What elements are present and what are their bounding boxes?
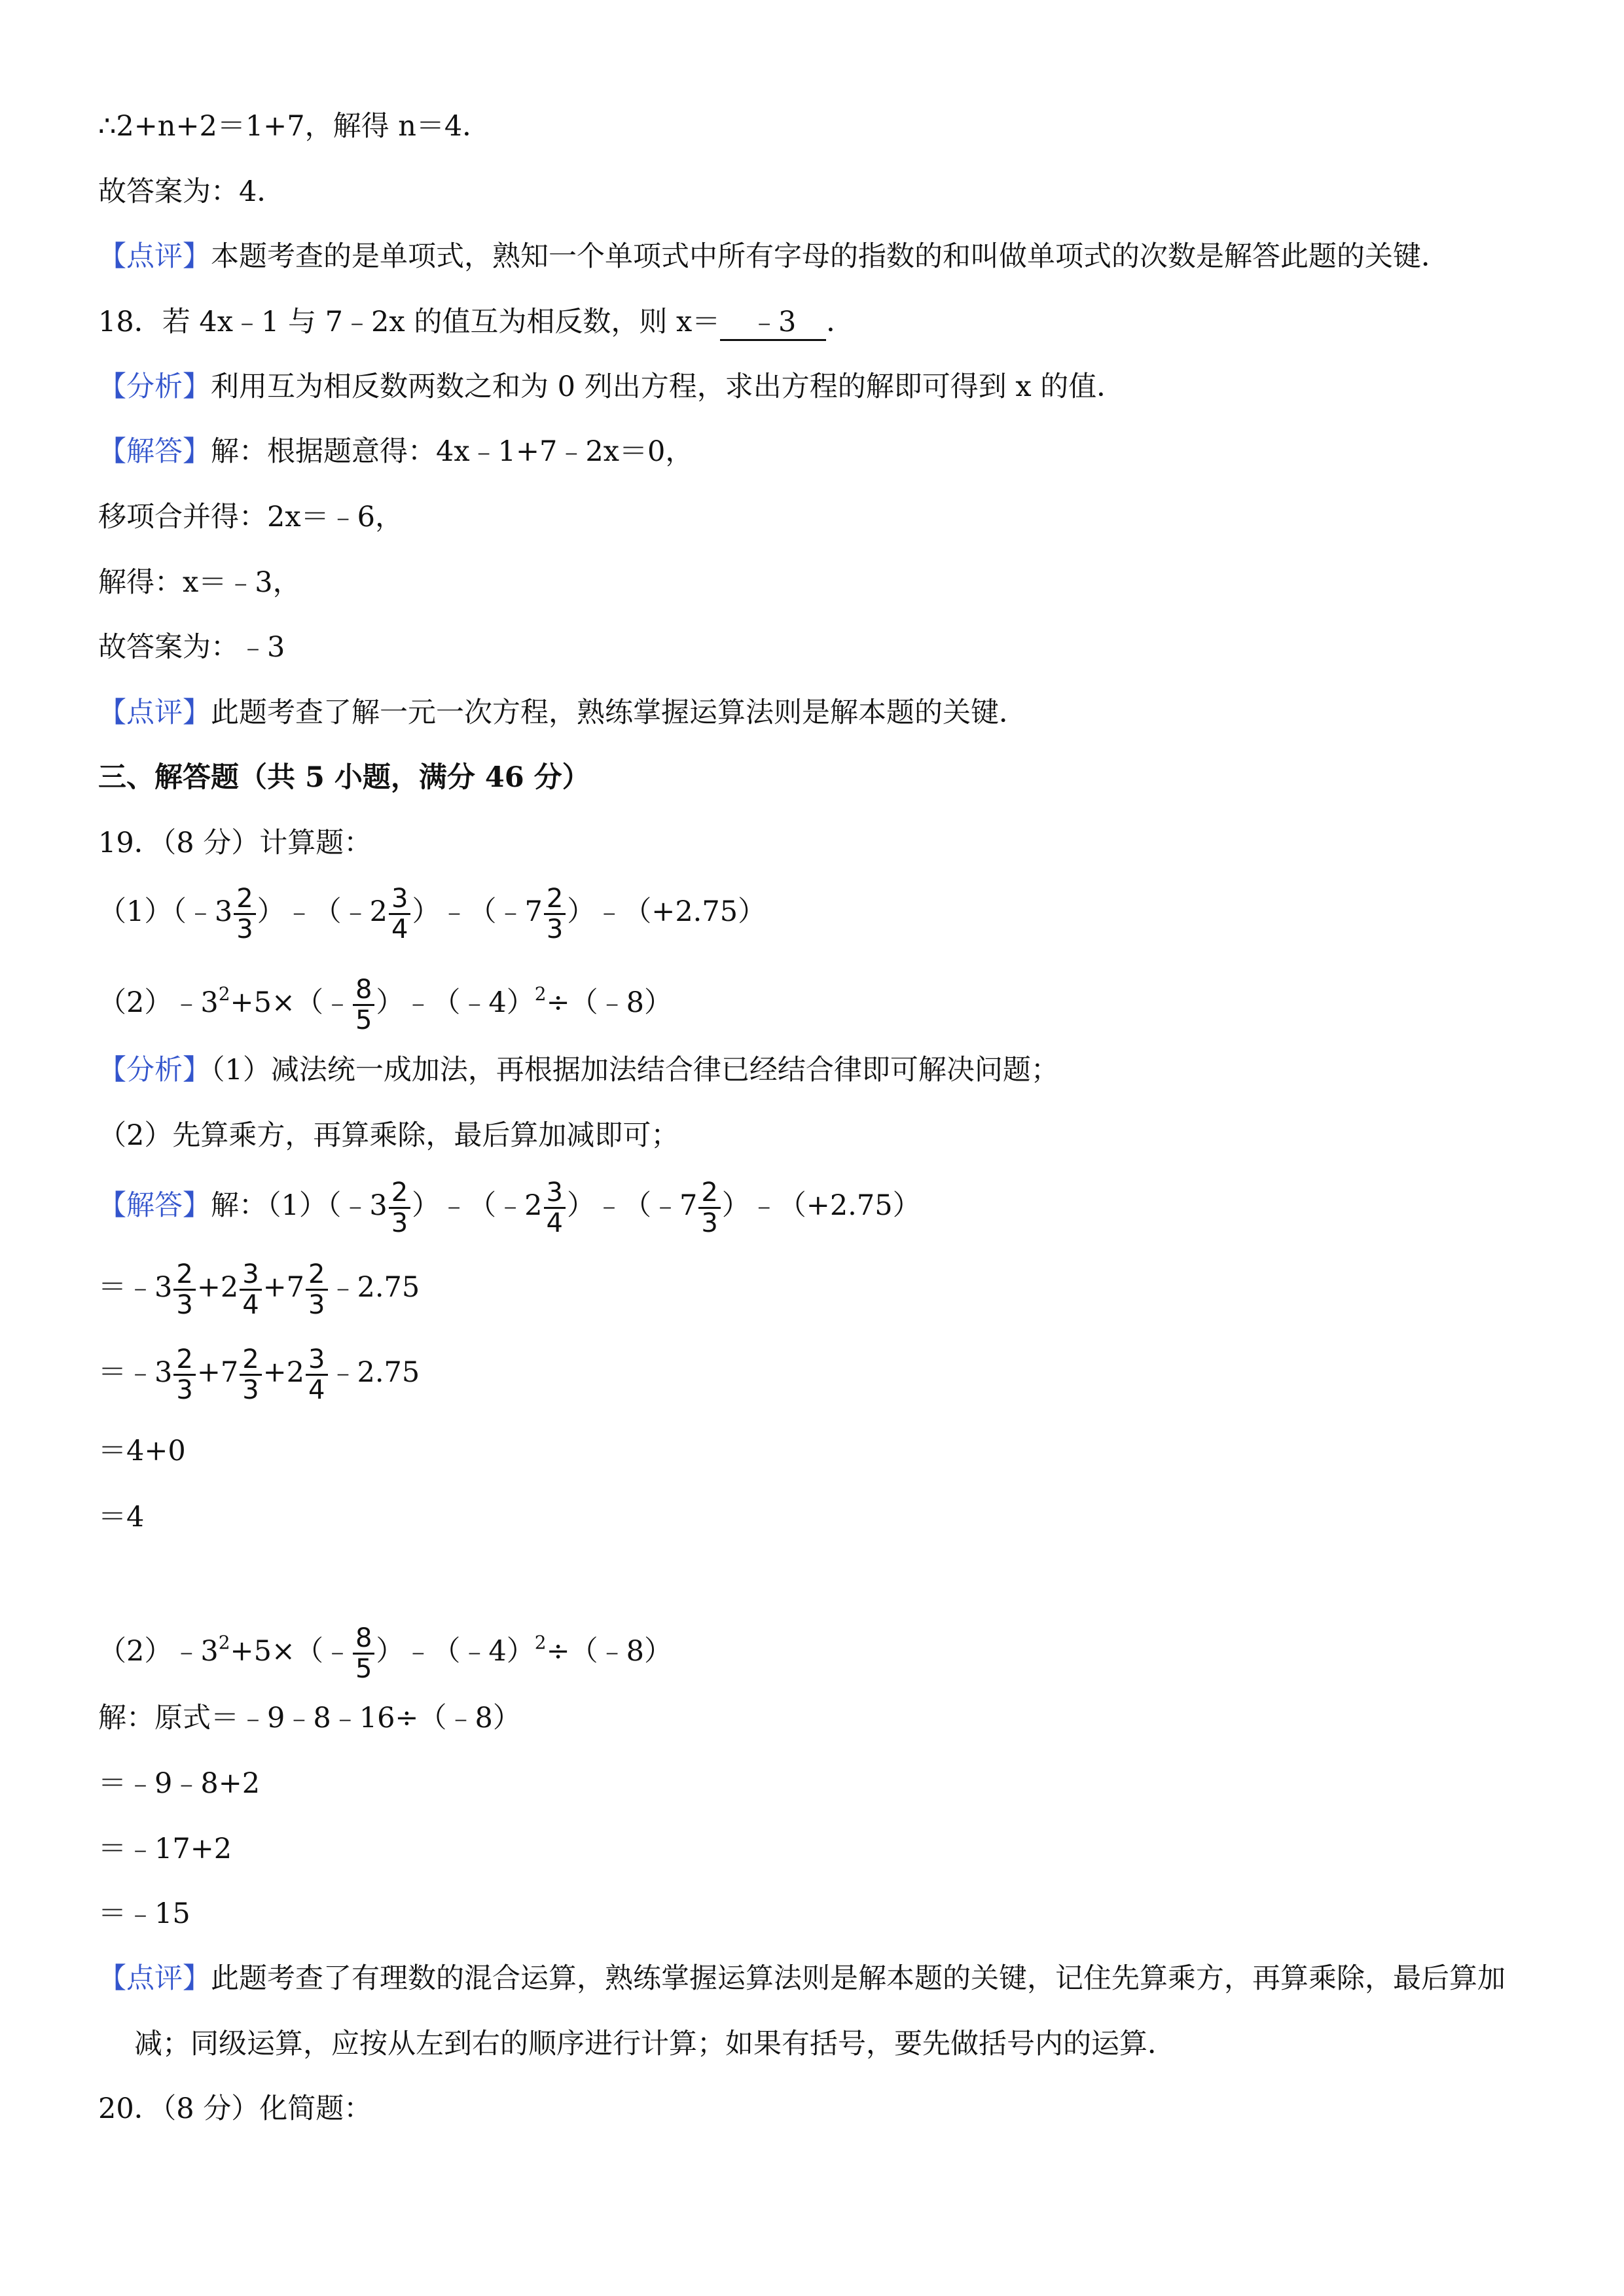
fraction <box>698 1179 720 1236</box>
fraction-numerator: 3 <box>389 886 410 915</box>
fraction-numerator: 3 <box>306 1346 327 1376</box>
line-text: ＝4 <box>98 1501 145 1534</box>
fraction <box>240 1346 261 1403</box>
fraction-numerator: 3 <box>240 1261 261 1291</box>
review-text: 此题考查了有理数的混合运算，熟练掌握运算法则是解本题的关键，记住先算乘方，再算乘除，最后算加 <box>211 1962 1506 1995</box>
fraction-numerator: 2 <box>698 1179 720 1209</box>
text-line <box>98 560 301 605</box>
expr-text: ）﹣（﹣4） <box>376 1635 535 1668</box>
fraction-numerator: 3 <box>544 1179 566 1209</box>
expr-text: ）﹣（﹣2 <box>257 895 388 928</box>
text-line <box>98 1113 679 1158</box>
solution-line <box>98 429 693 475</box>
fraction-denominator: 4 <box>242 1289 259 1320</box>
question-text: 20．（8 分）化简题： <box>98 2092 372 2125</box>
step-line <box>98 1428 186 1474</box>
analysis-text: 利用互为相反数两数之和为 0 列出方程，求出方程的解即可得到 x 的值． <box>211 370 1125 403</box>
review-line <box>98 1956 1506 2001</box>
fraction <box>173 1346 195 1403</box>
expr-text: +7 <box>196 1356 239 1389</box>
fraction-denominator: 3 <box>176 1374 193 1405</box>
step-line <box>98 1761 260 1806</box>
review-line-continued <box>134 2021 1176 2067</box>
analysis-tag: 【分析】 <box>98 370 211 403</box>
fraction-numerator: 2 <box>173 1346 195 1376</box>
solution-tag: 【解答】 <box>98 1189 211 1222</box>
fraction <box>544 883 566 944</box>
fraction <box>389 1179 410 1236</box>
answer-blank: ﹣3 <box>720 305 826 341</box>
text-line <box>98 169 285 215</box>
expr-text: ）﹣（+2.75） <box>567 895 767 928</box>
question-19 <box>98 820 372 866</box>
question-text: 19．（8 分）计算题： <box>98 827 372 859</box>
fraction-denominator: 3 <box>236 914 253 944</box>
line-text: ∴2+n+2＝1+7，解得 n＝4． <box>98 110 491 143</box>
step-line <box>98 1343 420 1405</box>
line-text: ＝﹣15 <box>98 1897 190 1930</box>
review-tag: 【点评】 <box>98 1962 211 1995</box>
question-20 <box>98 2086 372 2132</box>
step-line <box>98 1258 420 1320</box>
expr-text: +2 <box>196 1271 239 1304</box>
section-heading <box>98 755 590 800</box>
fraction-numerator: 2 <box>306 1261 327 1291</box>
fraction-denominator: 3 <box>391 1208 408 1238</box>
analysis-tag: 【分析】 <box>98 1054 211 1086</box>
expr-text: （2）﹣3 <box>98 986 219 1019</box>
line-text: 故答案为：﹣3 <box>98 631 285 664</box>
text-line <box>98 624 285 670</box>
expr-text: ﹣2.75 <box>329 1271 420 1304</box>
review-tag: 【点评】 <box>98 696 211 729</box>
analysis-line <box>98 364 1125 410</box>
expr-text: ）﹣（﹣2 <box>412 1189 543 1222</box>
fraction <box>240 1261 261 1318</box>
expr-text: ﹣2.75 <box>329 1356 420 1389</box>
fraction <box>306 1261 327 1318</box>
review-line <box>98 690 1027 736</box>
fraction-denominator: 3 <box>546 914 564 944</box>
exponent: 2 <box>534 1632 547 1653</box>
expr-text: +7 <box>262 1271 305 1304</box>
expr-text: ）﹣（﹣4） <box>376 986 535 1019</box>
fraction <box>353 974 374 1035</box>
analysis-line <box>98 1047 1059 1093</box>
fraction-denominator: 4 <box>391 914 408 944</box>
exponent: 2 <box>218 983 230 1005</box>
line-text: 故答案为：4． <box>98 175 285 208</box>
fraction <box>353 1625 374 1682</box>
expression-line <box>98 882 767 944</box>
section-title: 三、解答题（共 5 小题，满分 46 分） <box>98 761 590 794</box>
line-text: 解：原式＝﹣9﹣8﹣16÷（﹣8） <box>98 1702 521 1734</box>
question-end: ． <box>826 306 855 338</box>
exponent: 2 <box>534 983 547 1005</box>
fraction-denominator: 3 <box>176 1289 193 1320</box>
line-text: 解得：x＝﹣3， <box>98 566 301 599</box>
fraction-denominator: 3 <box>242 1374 259 1405</box>
fraction-numerator: 2 <box>389 1179 410 1209</box>
solution-line <box>98 1176 921 1238</box>
exponent: 2 <box>218 1632 230 1653</box>
step-line <box>98 1695 521 1741</box>
solution-tag: 【解答】 <box>98 435 211 468</box>
fraction-numerator: 2 <box>240 1346 261 1376</box>
review-text: 减；同级运算，应按从左到右的顺序进行计算；如果有括号，要先做括号内的运算． <box>134 2028 1176 2060</box>
fraction-denominator: 4 <box>546 1208 563 1238</box>
fraction-denominator: 3 <box>308 1289 325 1320</box>
fraction <box>173 1261 195 1318</box>
expr-text: 解：（1）（﹣3 <box>211 1189 388 1222</box>
analysis-text: （1）减法统一成加法，再根据加法结合律已经结合律即可解决问题； <box>211 1054 1059 1086</box>
expr-text: ÷（﹣8） <box>546 1635 672 1668</box>
line-text: （2）先算乘方，再算乘除，最后算加减即可； <box>98 1119 679 1152</box>
line-text: ＝﹣9﹣8+2 <box>98 1767 261 1800</box>
fraction-numerator: 2 <box>234 886 255 915</box>
text-line <box>98 103 490 149</box>
step-line <box>98 1494 144 1540</box>
question-18 <box>98 299 854 345</box>
expr-text: +5×（﹣ <box>230 986 352 1019</box>
review-line <box>98 234 1449 279</box>
expression-line <box>98 965 672 1035</box>
fraction-denominator: 4 <box>308 1374 325 1405</box>
expr-text: ）﹣（﹣7 <box>566 1189 698 1222</box>
fraction-denominator: 5 <box>355 1005 372 1035</box>
fraction-denominator: 5 <box>355 1653 372 1684</box>
step-line <box>98 1891 190 1937</box>
expr-text: （1）（﹣3 <box>98 895 233 928</box>
expr-text: +5×（﹣ <box>230 1635 352 1668</box>
line-text: 移项合并得：2x＝﹣6， <box>98 501 403 533</box>
solution-text: 解：根据题意得：4x﹣1+7﹣2x＝0， <box>211 435 694 468</box>
expr-text: ）﹣（﹣7 <box>412 895 543 928</box>
fraction <box>544 1179 566 1236</box>
fraction-numerator: 8 <box>353 977 374 1006</box>
fraction-numerator: 2 <box>173 1261 195 1291</box>
fraction-numerator: 8 <box>353 1625 374 1655</box>
review-text: 此题考查了解一元一次方程，熟练掌握运算法则是解本题的关键． <box>211 696 1027 729</box>
expression-line <box>98 1613 672 1684</box>
question-text: 18．若 4x﹣1 与 7﹣2x 的值互为相反数，则 x＝ <box>98 306 721 338</box>
expr-text: ）﹣（+2.75） <box>721 1189 921 1222</box>
text-line <box>98 494 403 540</box>
line-text: ＝4+0 <box>98 1435 186 1467</box>
expr-text: ÷（﹣8） <box>546 986 672 1019</box>
expr-text: （2）﹣3 <box>98 1635 219 1668</box>
expr-text: ＝﹣3 <box>98 1271 173 1304</box>
expr-text: ＝﹣3 <box>98 1356 173 1389</box>
review-text: 本题考查的是单项式，熟知一个单项式中所有字母的指数的和叫做单项式的次数是解答此题的关键． <box>211 240 1449 273</box>
fraction <box>234 883 255 944</box>
review-tag: 【点评】 <box>98 240 211 273</box>
step-line <box>98 1826 232 1872</box>
fraction <box>389 883 410 944</box>
fraction-numerator: 2 <box>544 886 566 915</box>
line-text: ＝﹣17+2 <box>98 1833 232 1865</box>
fraction-denominator: 3 <box>701 1208 718 1238</box>
fraction <box>306 1346 327 1403</box>
expr-text: +2 <box>262 1356 305 1389</box>
